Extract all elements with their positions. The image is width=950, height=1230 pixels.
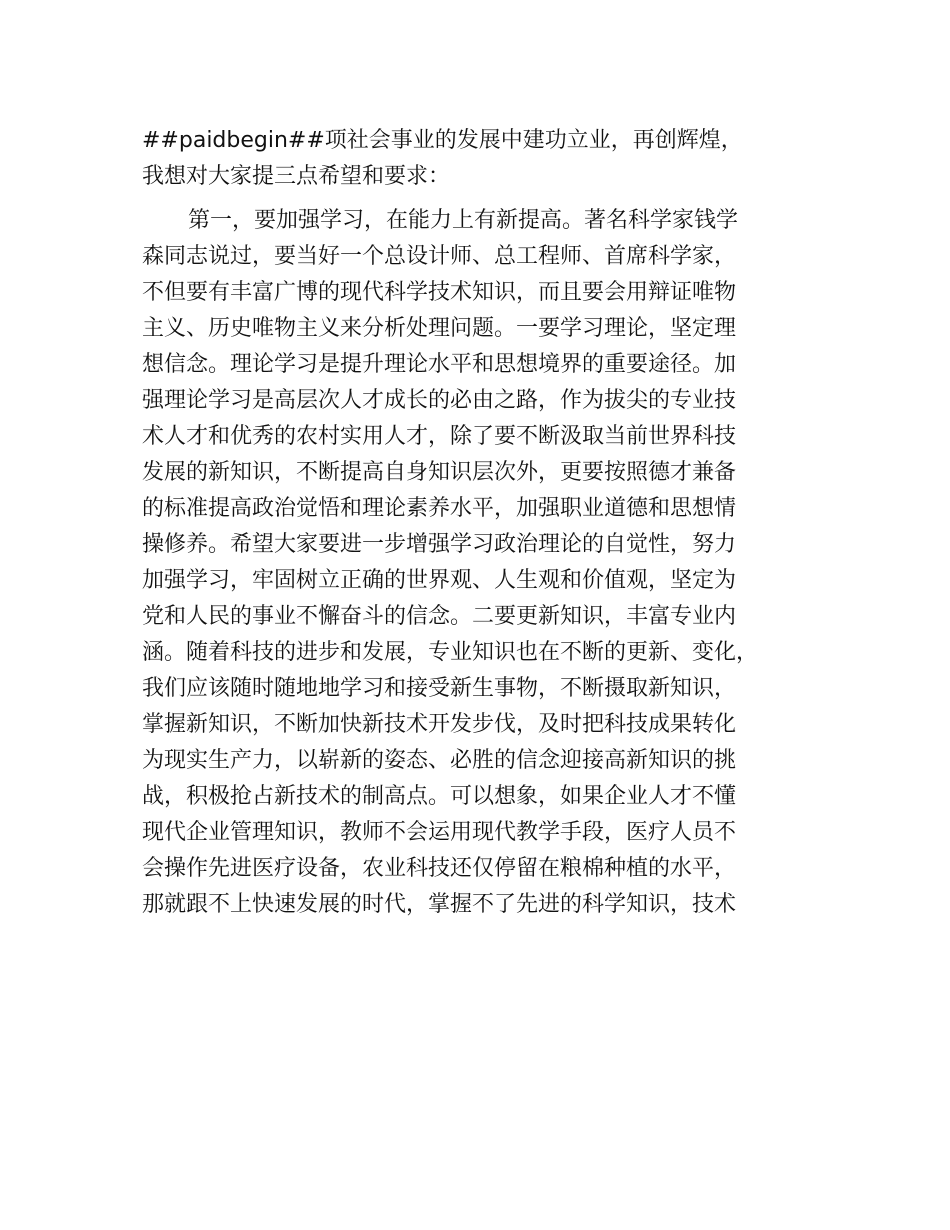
text-line: 为现实生产力，以崭新的姿态、必胜的信念迎接高新知识的挑 (142, 747, 737, 773)
text-line: 会操作先进医疗设备，农业科技还仅停留在粮棉种植的水平， (142, 855, 737, 881)
text-line: 发展的新知识，不断提高自身知识层次外，更要按照德才兼备 (142, 459, 737, 485)
text-line: 主义、历史唯物主义来分析处理问题。一要学习理论，坚定理 (142, 315, 737, 341)
text-line: 我们应该随时随地地学习和接受新生事物，不断摄取新知识， (142, 675, 737, 701)
text-line: 我想对大家提三点希望和要求： (142, 164, 451, 189)
text-line: 的标准提高政治觉悟和理论素养水平，加强职业道德和思想情 (142, 495, 737, 521)
paragraph-spacer (142, 195, 842, 203)
paragraph-intro (142, 123, 842, 195)
text-line: 想信念。理论学习是提升理论水平和思想境界的重要途径。加 (142, 351, 737, 377)
text-line: 涵。随着科技的进步和发展，专业知识也在不断的更新、变化， (142, 639, 759, 665)
text-line: 强理论学习是高层次人才成长的必由之路，作为拔尖的专业技 (142, 387, 737, 413)
text-line: 那就跟不上快速发展的时代，掌握不了先进的科学知识，技术 (142, 891, 737, 917)
text-line: 术人才和优秀的农村实用人才，除了要不断汲取当前世界科技 (142, 423, 737, 449)
text-line: 加强学习，牢固树立正确的世界观、人生观和价值观，坚定为 (142, 567, 737, 593)
text-line: 掌握新知识，不断加快新技术开发步伐，及时把科技成果转化 (142, 711, 737, 737)
text-line: 操修养。希望大家要进一步增强学习政治理论的自觉性，努力 (142, 531, 737, 557)
text-line: 现代企业管理知识，教师不会运用现代教学手段，医疗人员不 (142, 819, 737, 845)
text-line: 森同志说过，要当好一个总设计师、总工程师、首席科学家， (142, 243, 737, 269)
text-line: ##paidbegin##项社会事业的发展中建功立业，再创辉煌， (142, 128, 743, 153)
text-line: 党和人民的事业不懈奋斗的信念。二要更新知识，丰富专业内 (142, 603, 737, 629)
text-line: 不但要有丰富广博的现代科学技术知识，而且要会用辩证唯物 (142, 279, 737, 305)
text-line: 第一，要加强学习，在能力上有新提高。著名科学家钱学 (188, 207, 739, 233)
text-line: 战，积极抢占新技术的制高点。可以想象，如果企业人才不懂 (142, 783, 737, 809)
document-body (142, 123, 842, 923)
paragraph-first-point (142, 203, 842, 923)
